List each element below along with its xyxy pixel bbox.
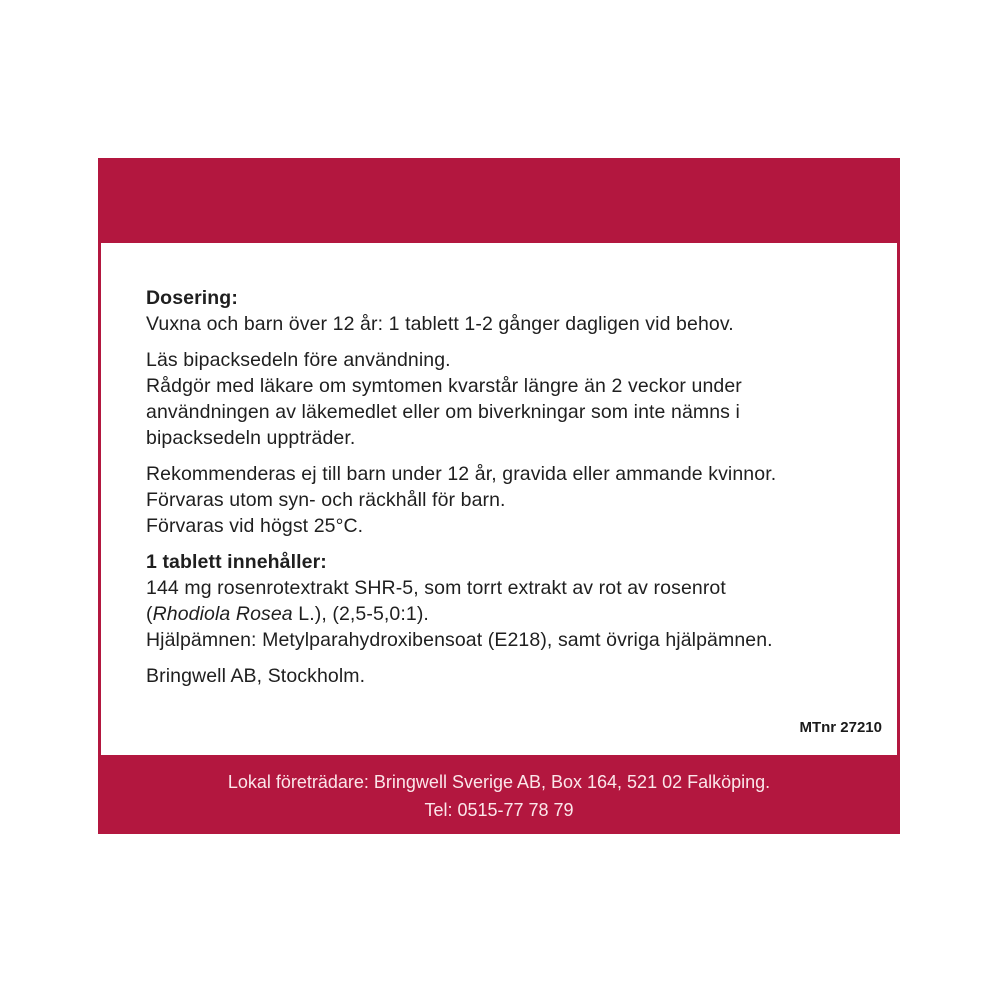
warning-line-3: användningen av läkemedlet eller om biverkningar som inte nämns i bbox=[146, 401, 740, 423]
storage-line-2: Förvaras utom syn- och räckhåll för barn. bbox=[146, 489, 506, 511]
contents-line-2-rest: L.), (2,5-5,0:1). bbox=[292, 603, 429, 625]
dosering-text: Vuxna och barn över 12 år: 1 tablett 1-2 gånger dagligen vid behov. bbox=[146, 313, 734, 335]
warning-line-2: Rådgör med läkare om symtomen kvarstår längre än 2 veckor under bbox=[146, 375, 742, 397]
contents-line-2 bbox=[146, 601, 886, 627]
manufacturer: Bringwell AB, Stockholm. bbox=[146, 665, 366, 687]
storage-line-1: Rekommenderas ej till barn under 12 år, gravida eller ammande kvinnor. bbox=[146, 463, 777, 485]
footer bbox=[98, 768, 900, 824]
latin-name: Rhodiola Rosea bbox=[152, 603, 293, 625]
warning-line-4: bipacksedeln uppträder. bbox=[146, 427, 356, 449]
warning-line-1: Läs bipacksedeln före användning. bbox=[146, 349, 451, 371]
dosering-heading: Dosering: bbox=[146, 287, 238, 309]
contents-heading: 1 tablett innehåller: bbox=[146, 551, 327, 573]
label-panel bbox=[101, 243, 897, 755]
contents-line-1: 144 mg rosenrotextrakt SHR-5, som torrt extrakt av rot av rosenrot bbox=[146, 577, 726, 599]
mtnr-number: MTnr 27210 bbox=[799, 719, 882, 736]
footer-representative: Lokal företrädare: Bringwell Sverige AB, Box 164, 521 02 Falköping. bbox=[227, 772, 771, 792]
footer-phone: Tel: 0515-77 78 79 bbox=[424, 800, 574, 820]
storage-line-3: Förvaras vid högst 25°C. bbox=[146, 515, 364, 537]
contents-line-3: Hjälpämnen: Metylparahydroxibensoat (E218), samt övriga hjälpämnen. bbox=[146, 629, 773, 651]
contents-line-2-open: ( bbox=[146, 603, 153, 625]
label-content bbox=[146, 285, 886, 689]
